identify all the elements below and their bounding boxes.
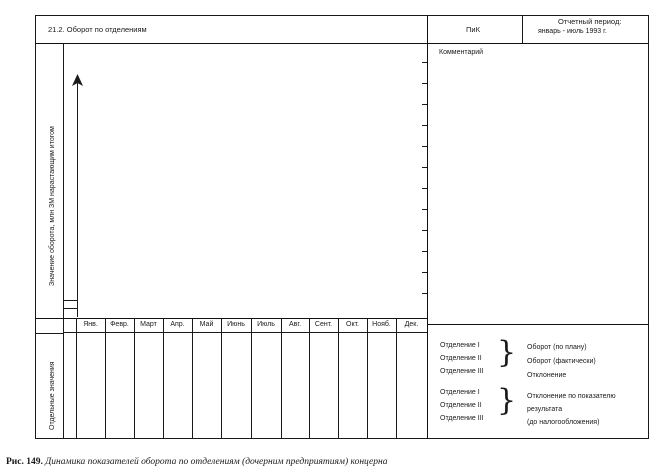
legend-line: (до налогообложения) xyxy=(527,419,600,426)
label-column-divider xyxy=(63,43,64,439)
caption-number: Рис. 149. xyxy=(6,457,43,467)
chart-tick xyxy=(422,125,427,126)
month-divider xyxy=(309,318,310,439)
axis-tick xyxy=(63,308,77,309)
month-divider xyxy=(338,318,339,439)
chart-tick xyxy=(422,293,427,294)
month-label: Авг. xyxy=(288,321,302,328)
legend-line: результата xyxy=(527,406,563,413)
legend-department: Отделение III xyxy=(440,415,484,422)
legend-department: Отделение I xyxy=(440,389,480,396)
period-value: январь - июль 1993 г. xyxy=(538,28,607,35)
month-divider xyxy=(192,318,193,439)
caption-text: Динамика показателей оборота по отделениям (дочерним предприятиям) концерна xyxy=(45,457,388,467)
legend-line: Отклонение по показателю xyxy=(527,393,616,400)
y-axis-line xyxy=(77,82,78,317)
label-row-divider xyxy=(35,333,63,334)
chart-tick xyxy=(422,146,427,147)
legend-line: Оборот (по плану) xyxy=(527,344,587,351)
month-label: Окт. xyxy=(346,321,359,328)
figure-caption xyxy=(6,457,387,467)
brace-icon: } xyxy=(497,335,517,370)
month-label: Сент. xyxy=(314,321,333,328)
month-divider xyxy=(251,318,252,439)
month-row-bottom xyxy=(63,332,427,333)
company-name: ПиК xyxy=(466,25,480,34)
chart-tick xyxy=(422,62,427,63)
chart-tick xyxy=(422,167,427,168)
y-axis-arrow-icon xyxy=(72,74,83,86)
legend-department: Отделение II xyxy=(440,402,482,409)
month-divider xyxy=(281,318,282,439)
comment-label: Комментарий xyxy=(439,49,484,56)
main-vertical-divider xyxy=(427,15,428,439)
bottom-row-label: Отдельные значения xyxy=(49,361,56,430)
y-axis-label: Значение оборота, млн ЗМ нарастающим итогом xyxy=(49,126,56,286)
chart-tick xyxy=(422,188,427,189)
legend-department: Отделение I xyxy=(440,342,480,349)
month-label: Февр. xyxy=(110,321,129,328)
header-company-divider xyxy=(522,15,523,43)
page-title: 21.2. Оборот по отделениям xyxy=(48,25,147,34)
month-label: Нояб. xyxy=(372,321,391,328)
chart-tick xyxy=(422,272,427,273)
month-label: Дек. xyxy=(404,321,419,328)
month-divider xyxy=(134,318,135,439)
month-divider xyxy=(163,318,164,439)
legend-line: Оборот (фактически) xyxy=(527,358,596,365)
chart-tick xyxy=(422,104,427,105)
chart-tick xyxy=(422,83,427,84)
month-label: Март xyxy=(140,321,157,328)
month-label: Июнь xyxy=(227,321,245,328)
chart-tick xyxy=(422,209,427,210)
axis-tick xyxy=(63,300,77,301)
month-divider xyxy=(396,318,397,439)
header-divider xyxy=(35,43,649,44)
legend-line: Отклонение xyxy=(527,372,567,379)
month-row-top xyxy=(35,318,427,319)
chart-tick xyxy=(422,251,427,252)
month-divider xyxy=(367,318,368,439)
month-divider xyxy=(105,318,106,439)
legend-divider xyxy=(427,324,649,325)
chart-tick xyxy=(422,230,427,231)
legend-department: Отделение II xyxy=(440,355,482,362)
legend-department: Отделение III xyxy=(440,368,484,375)
month-divider xyxy=(221,318,222,439)
month-label: Май xyxy=(199,321,214,328)
period-label: Отчетный период: xyxy=(558,17,622,26)
month-label: Апр. xyxy=(170,321,185,328)
month-divider xyxy=(76,318,77,439)
brace-icon: } xyxy=(497,383,517,418)
month-label: Июль xyxy=(257,321,275,328)
month-label: Янв. xyxy=(83,321,98,328)
